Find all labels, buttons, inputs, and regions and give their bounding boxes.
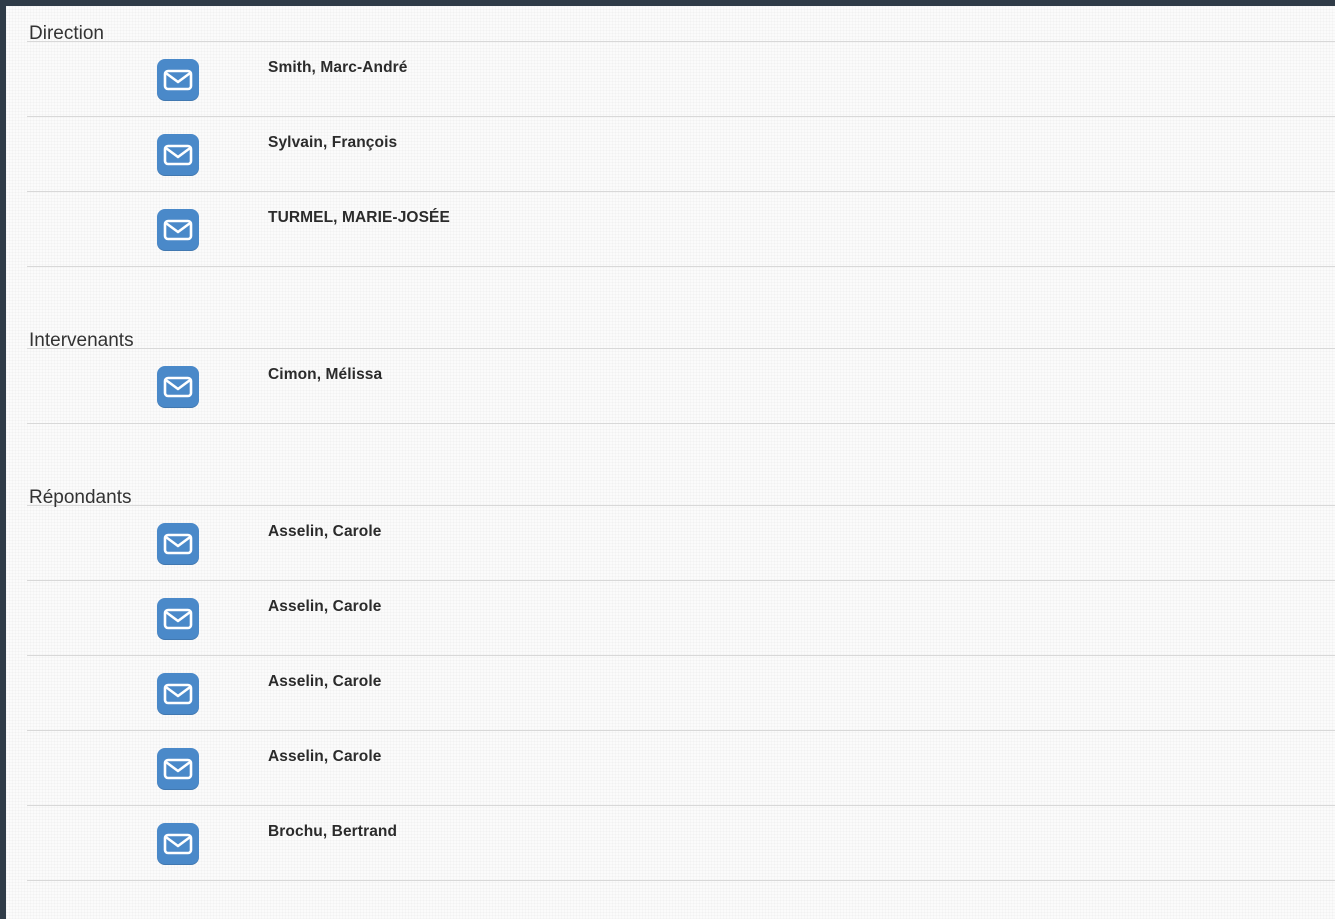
contact-name: Cimon, Mélissa [268,366,383,383]
contact-name: Sylvain, François [268,134,398,151]
send-email-button[interactable] [157,598,199,640]
contact-name: Brochu, Bertrand [268,823,398,840]
send-email-button[interactable] [157,209,199,251]
contact-row [27,192,1335,267]
contact-name: TURMEL, MARIE-JOSÉE [268,209,450,226]
contact-row [27,506,1335,581]
section-title: Répondants [27,470,1335,506]
send-email-button[interactable] [157,523,199,565]
envelope-icon [163,608,193,630]
envelope-icon [163,533,193,555]
contact-name: Smith, Marc-André [268,59,408,76]
send-email-button[interactable] [157,748,199,790]
contact-row [27,349,1335,424]
contact-row [27,806,1335,881]
section-title: Direction [27,6,1335,42]
send-email-button[interactable] [157,59,199,101]
contact-row [27,731,1335,806]
section-title: Intervenants [27,313,1335,349]
contact-directory-panel [6,6,1335,919]
contact-row [27,656,1335,731]
envelope-icon [163,833,193,855]
envelope-icon [163,144,193,166]
send-email-button[interactable] [157,134,199,176]
envelope-icon [163,219,193,241]
contact-name: Asselin, Carole [268,598,382,615]
send-email-button[interactable] [157,673,199,715]
section-direction [27,6,1335,267]
envelope-icon [163,758,193,780]
send-email-button[interactable] [157,366,199,408]
contact-name: Asselin, Carole [268,523,382,540]
section-intervenants [27,313,1335,424]
contact-name: Asselin, Carole [268,748,382,765]
contact-row [27,117,1335,192]
envelope-icon [163,376,193,398]
contact-row [27,581,1335,656]
contact-row [27,42,1335,117]
contact-directory-content [27,6,1335,881]
section-repondants [27,470,1335,881]
envelope-icon [163,683,193,705]
envelope-icon [163,69,193,91]
contact-name: Asselin, Carole [268,673,382,690]
send-email-button[interactable] [157,823,199,865]
